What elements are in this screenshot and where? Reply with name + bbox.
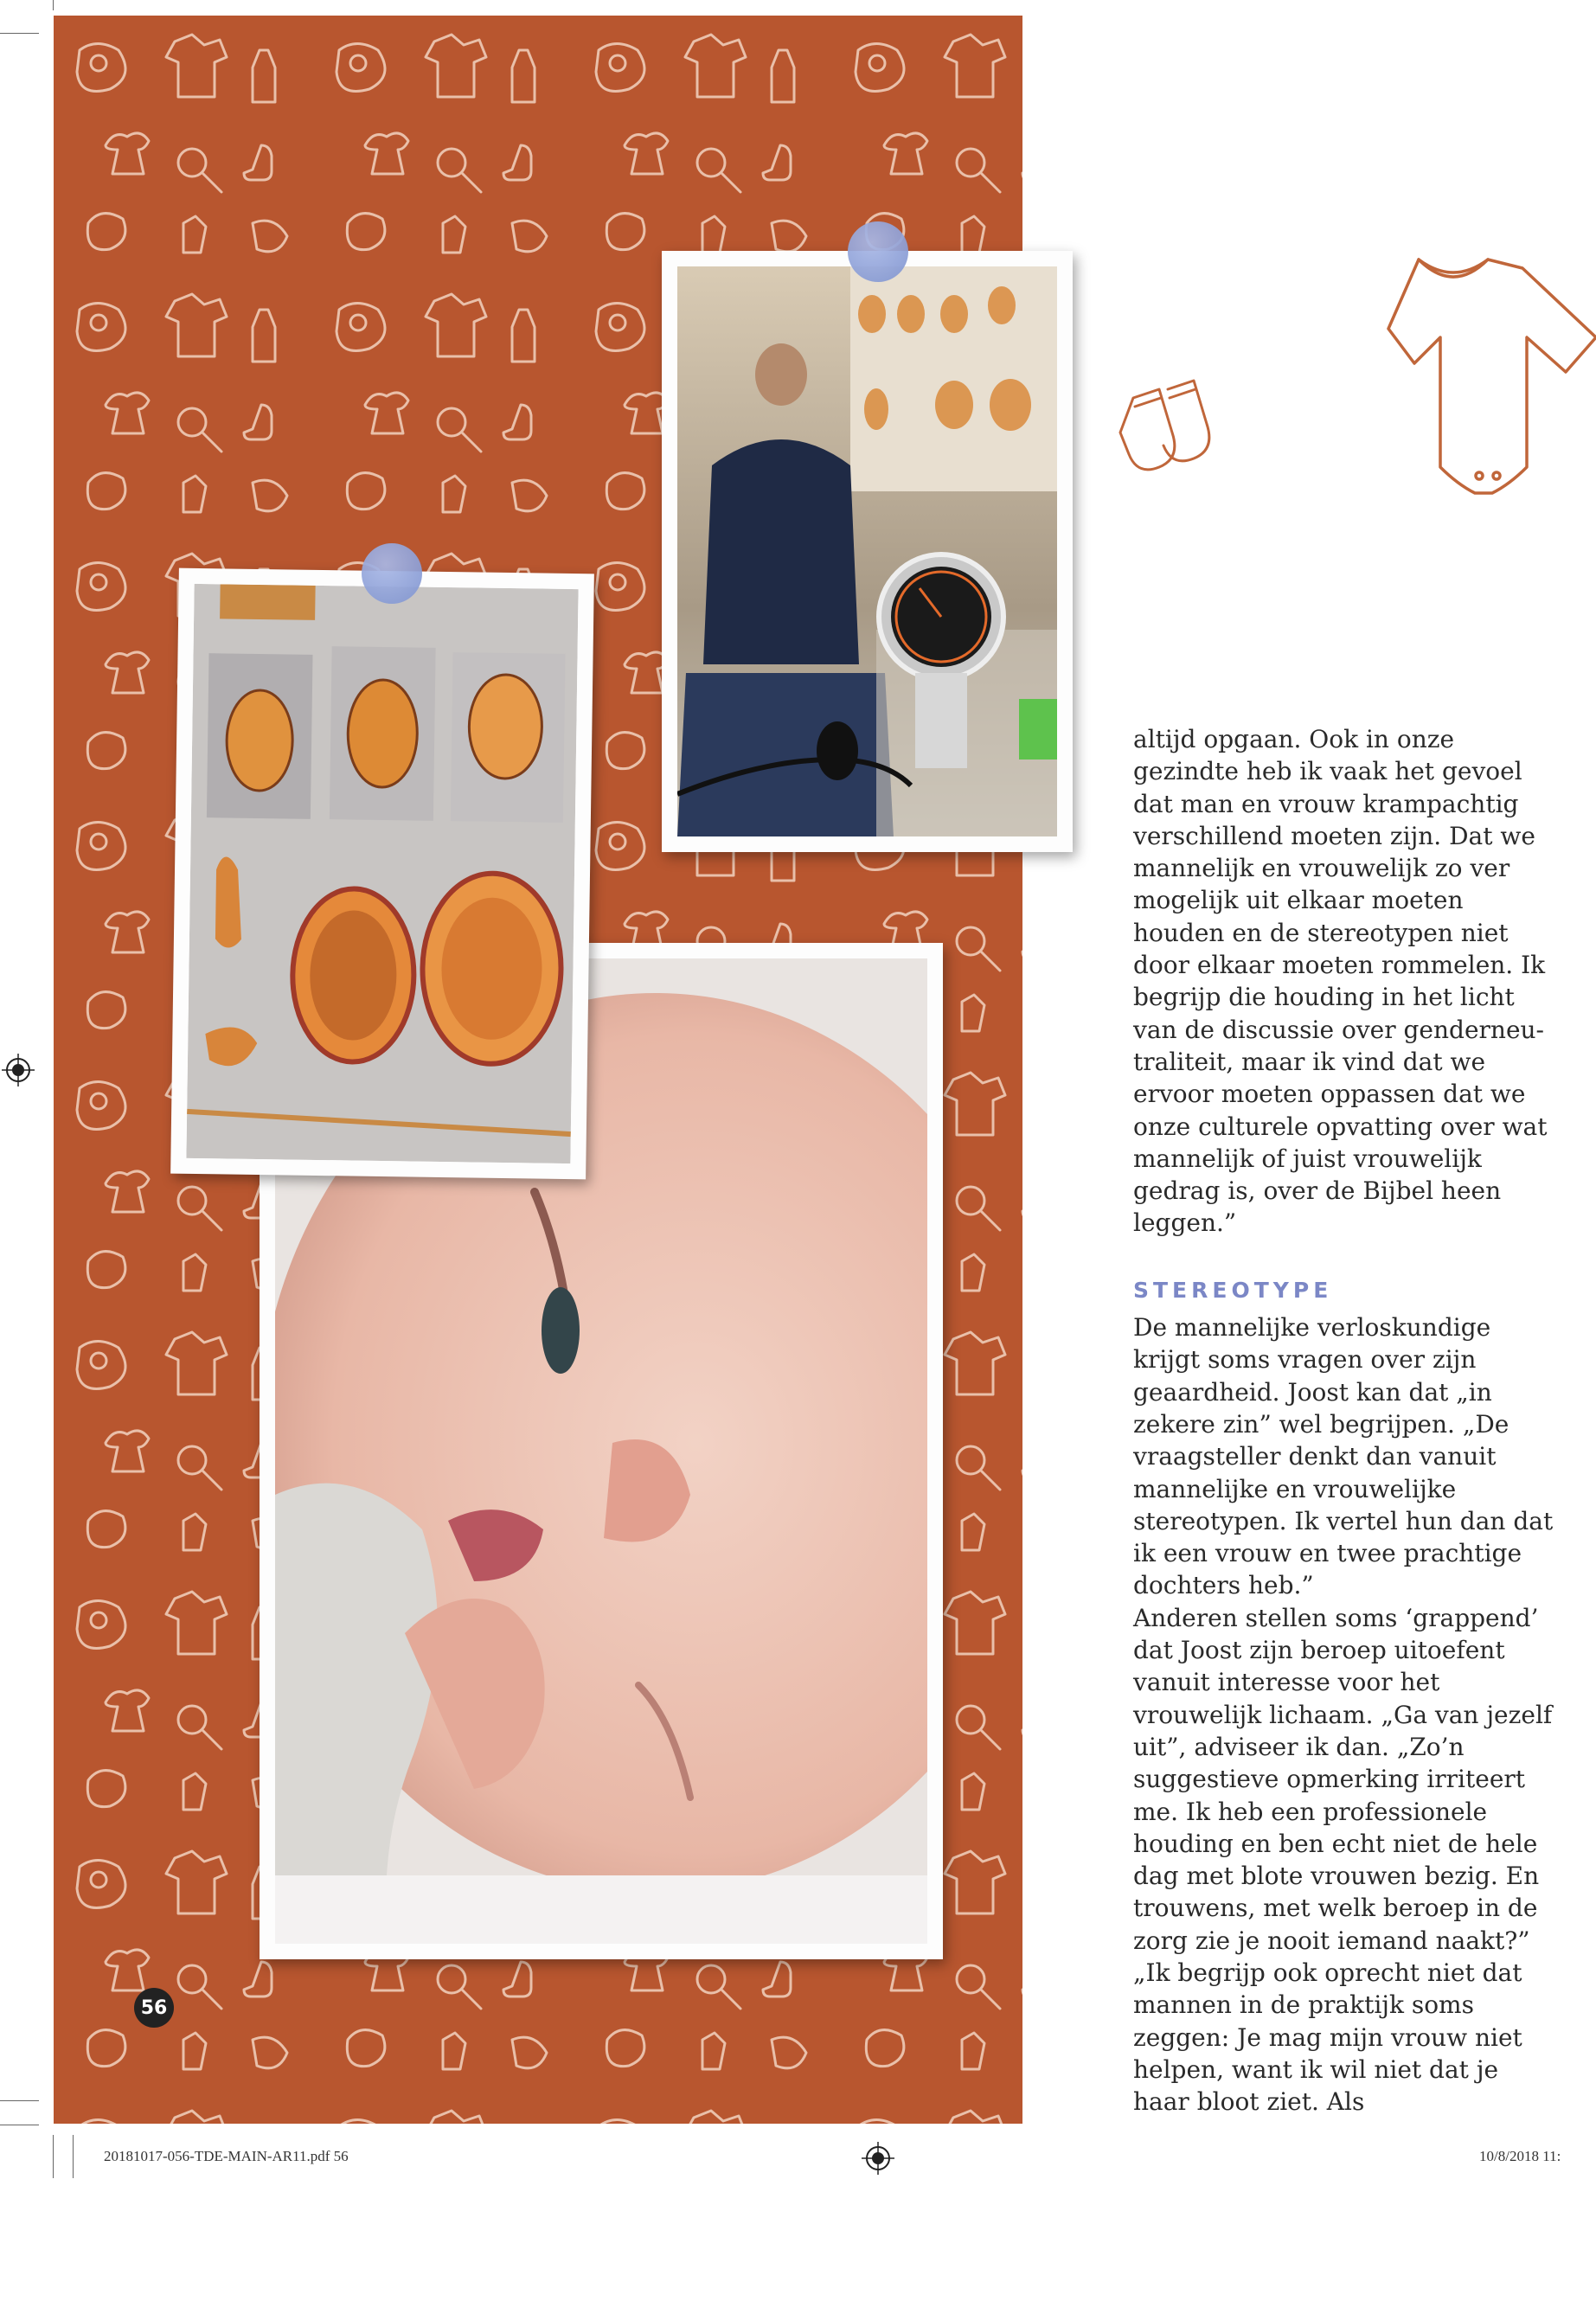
crop-mark — [0, 2100, 39, 2101]
registration-mark-icon — [2, 1054, 35, 1086]
pushpin-icon — [848, 221, 908, 282]
photo-midwife-blood-pressure — [662, 251, 1073, 852]
paragraph: Anderen stellen soms ‘grappend’ dat Joost zijn beroep uitoefent vanuit interesse voor het vrouwelijk lichaam. „Ga van jezelf uit”, adviseer ik dan. „Zo’n suggestieve opmerking irriteert me. Ik heb een professionele houding en ben echt niet de hele dag met blote vrouwen bezig. En trouwens, met welk beroep in de zorg zie je nooit iemand naakt?” — [1133, 1603, 1553, 1955]
photo-pregnancy-posters — [170, 568, 594, 1180]
section-heading: STEREOTYPE — [1133, 1277, 1333, 1303]
baby-socks-icon — [1116, 363, 1246, 493]
slug-left: 20181017-056-TDE-MAIN-AR11.pdf 56 — [104, 2148, 349, 2164]
slug-right: 10/8/2018 11: — [1479, 2148, 1561, 2164]
page-number: 56 — [134, 1988, 174, 2028]
paragraph: „Ik begrijp ook oprecht niet dat mannen in de praktijk soms zeggen: Je mag mijn vrouw niet helpen, want ik wil niet dat je haar bloot ziet. Als — [1133, 1958, 1522, 2117]
article-body — [1133, 723, 1557, 2118]
crop-mark — [73, 2135, 74, 2178]
paragraph: altijd opgaan. Ook in onze gezindte heb ik vaak het gevoel dat man en vrouw krampachtig verschillend moeten zijn. Dat we mannelijk en vrouwelijk zo ver mogelijk uit elkaar moeten houden en de stereotypen niet door elkaar moeten rommelen. Ik begrijp die houding in het licht van de discussie over genderneutraliteit, maar ik vind dat we ervoor moeten oppassen dat we onze culturele opvatting over wat mannelijk of juist vrouwelijk gedrag is, over de Bijbel heen leggen.” — [1133, 725, 1548, 1238]
crop-mark — [53, 0, 54, 10]
crop-mark — [0, 33, 39, 34]
paragraph: De mannelijke verloskundige krijgt soms vragen over zijn geaardheid. Joost kan dat „in zekere zin” wel begrijpen. „De vraagsteller denkt dan vanuit mannelijke en vrouwelijke stereotypen. Ik vertel hun dan dat ik een vrouw en twee prachtige dochters heb.” — [1133, 1313, 1554, 1600]
baby-onesie-icon — [1384, 225, 1596, 502]
crop-mark — [53, 2135, 54, 2178]
pushpin-icon — [362, 543, 422, 604]
registration-mark-icon — [862, 2142, 894, 2175]
